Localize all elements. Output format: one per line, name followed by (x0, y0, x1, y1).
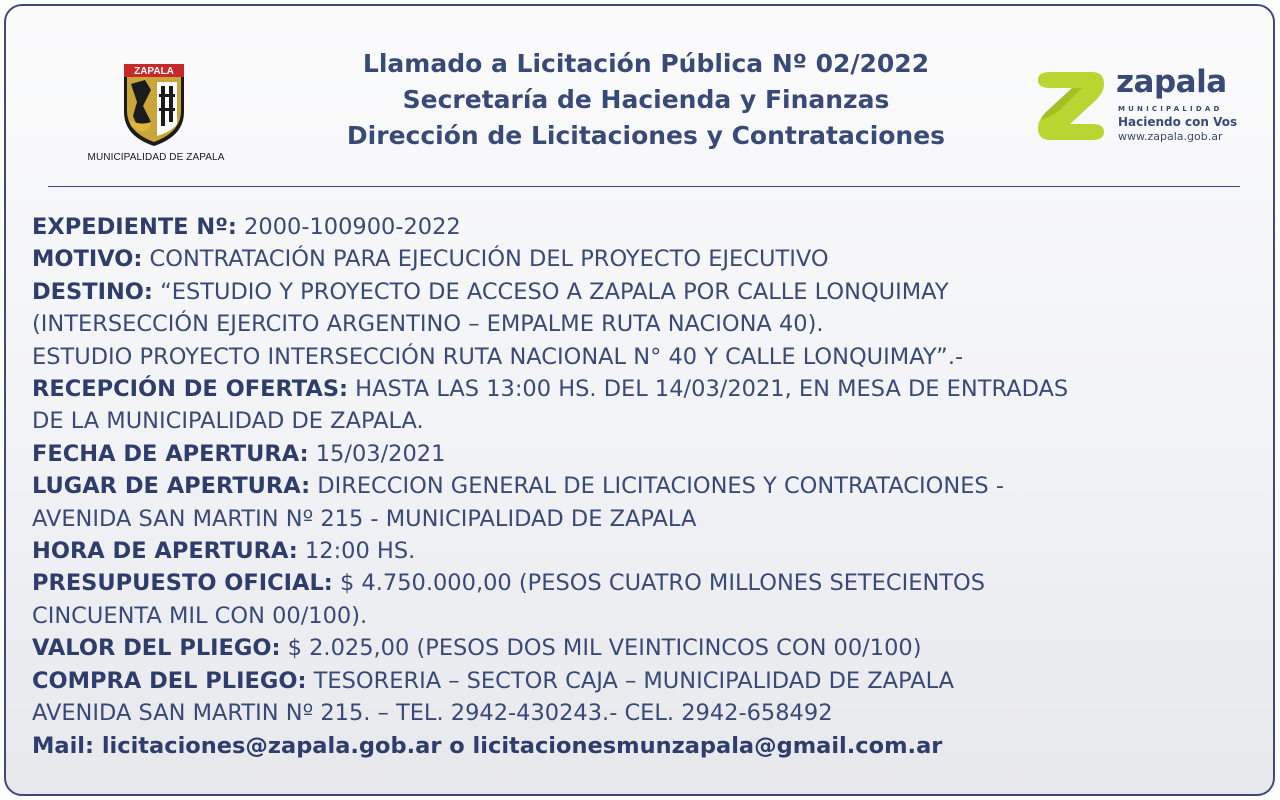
zapala-z-icon (1036, 70, 1106, 142)
line-recepcion (32, 373, 1262, 405)
zapala-crest-icon (121, 60, 187, 148)
field-value: AVENIDA SAN MARTIN Nº 215 - MUNICIPALIDAD DE ZAPALA (32, 505, 697, 532)
field-label: VALOR DEL PLIEGO: (32, 635, 281, 662)
line-presupuesto-cont (32, 600, 1262, 632)
field-label: MOTIVO: (32, 246, 143, 273)
field-value: HASTA LAS 13:00 HS. DEL 14/03/2021, EN MESA DE ENTRADAS (348, 376, 1069, 403)
page-title (276, 46, 1016, 154)
field-value: DE LA MUNICIPALIDAD DE ZAPALA. (32, 408, 424, 435)
line-lugar-apertura (32, 470, 1262, 502)
title-line-2: Secretaría de Hacienda y Finanzas (402, 85, 890, 114)
field-value: TESORERIA – SECTOR CAJA – MUNICIPALIDAD DE ZAPALA (306, 667, 955, 694)
header-divider (48, 186, 1240, 187)
field-value: CONTRATACIÓN PARA EJECUCIÓN DEL PROYECTO EJECUTIVO (142, 246, 829, 273)
field-value: CINCUENTA MIL CON 00/100). (32, 602, 368, 629)
field-label: HORA DE APERTURA: (32, 538, 298, 565)
notice-body (32, 211, 1262, 762)
line-destino-cont-2 (32, 341, 1262, 373)
line-valor-pliego (32, 632, 1262, 664)
field-value: $ 2.025,00 (PESOS DOS MIL VEINTICINCOS CON 00/100) (280, 635, 922, 662)
line-lugar-apertura-cont (32, 503, 1262, 535)
field-label: EXPEDIENTE Nº: (32, 214, 237, 240)
contact-mail: Mail: licitaciones@zapala.gob.ar o licitacionesmunzapala@gmail.com.ar (32, 732, 943, 759)
field-label: FECHA DE APERTURA: (32, 440, 309, 467)
field-label: DESTINO: (32, 278, 153, 305)
line-destino-cont-1 (32, 308, 1262, 340)
field-value: ESTUDIO PROYECTO INTERSECCIÓN RUTA NACIONAL N° 40 Y CALLE LONQUIMAY”.- (32, 343, 964, 370)
field-value: 15/03/2021 (308, 440, 446, 467)
zapala-logo (1036, 64, 1241, 148)
line-motivo (32, 243, 1262, 275)
field-value: DIRECCION GENERAL DE LICITACIONES Y CONTRATACIONES - (310, 473, 1004, 500)
field-label: COMPRA DEL PLIEGO: (32, 667, 307, 694)
title-line-3: Dirección de Licitaciones y Contrataciones (346, 121, 946, 150)
line-expediente (32, 211, 1262, 243)
logo-name: zapala (1116, 64, 1227, 100)
crest-banner-text: ZAPALA (134, 66, 174, 77)
line-fecha-apertura (32, 438, 1262, 470)
field-label: PRESUPUESTO OFICIAL: (32, 570, 333, 597)
notice-card (4, 4, 1275, 796)
logo-slogan: Haciendo con Vos (1118, 115, 1238, 129)
logo-url: www.zapala.gob.ar (1118, 130, 1223, 143)
line-compra-pliego-cont (32, 697, 1262, 729)
logo-subtitle: MUNICIPALIDAD (1118, 105, 1223, 113)
title-line-1: Llamado a Licitación Pública Nº 02/2022 (362, 49, 930, 78)
field-value: $ 4.750.000,00 (PESOS CUATRO MILLONES SETECIENTOS (332, 570, 986, 597)
field-value: “ESTUDIO Y PROYECTO DE ACCESO A ZAPALA POR CALLE LONQUIMAY (152, 278, 949, 305)
field-value: 12:00 HS. (297, 538, 416, 565)
crest-caption: MUNICIPALIDAD DE ZAPALA (87, 152, 225, 163)
line-hora-apertura (32, 535, 1262, 567)
field-label: RECEPCIÓN DE OFERTAS: (32, 376, 349, 403)
municipal-crest (76, 60, 236, 170)
field-value: (INTERSECCIÓN EJERCITO ARGENTINO – EMPALME RUTA NACIONA 40). (32, 311, 824, 338)
line-compra-pliego (32, 665, 1262, 697)
line-recepcion-cont (32, 405, 1262, 437)
line-destino (32, 276, 1262, 308)
field-label: LUGAR DE APERTURA: (32, 473, 311, 500)
line-presupuesto (32, 567, 1262, 599)
field-value: 2000-100900-2022 (236, 214, 461, 240)
field-value: AVENIDA SAN MARTIN Nº 215. – TEL. 2942-430243.- CEL. 2942-658492 (32, 700, 833, 727)
